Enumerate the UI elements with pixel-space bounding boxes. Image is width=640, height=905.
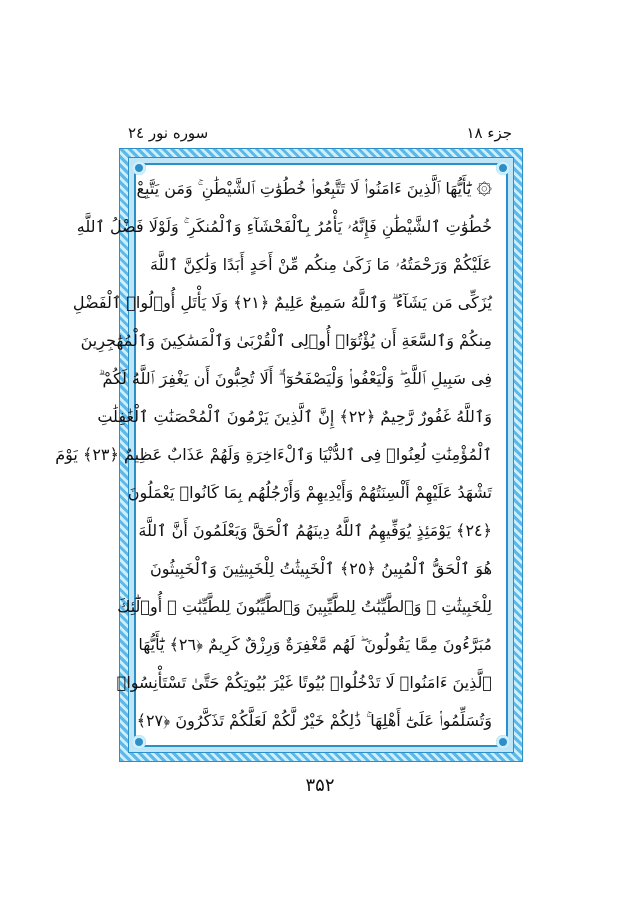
verse-line: ﴿٢٤﴾ يَوْمَئِذٍ يُوَفِّيهِمُ ٱللَّهُ دِينَهُمُ ٱلْحَقَّ وَيَعْلَمُونَ أَنَّ ٱللَّهَ — [138, 521, 492, 540]
verse-line: وَتُسَلِّمُوا۟ عَلَىٰٓ أَهْلِهَا ۚ ذَٰلِكُمْ خَيْرٌ لَّكُمْ لَعَلَّكُمْ تَذَكَّرُونَ ﴿٢٧﴾ — [136, 711, 492, 730]
surah-label: سوره نور ۲٤ — [128, 124, 209, 142]
verse-line: يُزَكِّى مَن يَشَآءُ ۗ وَٱللَّهُ سَمِيعٌ عَلِيمٌ ﴿٢١﴾ وَلَا يَأْتَلِ أُو۟لُوا۟ ٱلْفَضْلِ — [72, 293, 492, 312]
verse-line: تَشْهَدُ عَلَيْهِمْ أَلْسِنَتُهُمْ وَأَيْدِيهِمْ وَأَرْجُلُهُم بِمَا كَانُوا۟ يَعْمَلُونَ — [127, 483, 492, 502]
decorative-page-frame — [55, 148, 523, 762]
corner-ornament-icon — [496, 735, 510, 749]
corner-ornament-icon — [496, 161, 510, 175]
page-number: ۳۵۲ — [305, 775, 335, 796]
verse-line: وَٱللَّهُ غَفُورٌ رَّحِيمٌ ﴿٢٢﴾ إِنَّ ٱلَّذِينَ يَرْمُونَ ٱلْمُحْصَنَٰتِ ٱلْغَٰفِلَٰتِ — [97, 407, 492, 426]
verse-line: مُبَرَّءُونَ مِمَّا يَقُولُونَ ۖ لَهُم مَّغْفِرَةٌ وَرِزْقٌ كَرِيمٌ ﴿٢٦﴾ يَٰٓأَيُّهَا — [138, 635, 492, 654]
verse-line: خُطُوَٰتِ ٱلشَّيْطَٰنِ فَإِنَّهُۥ يَأْمُرُ بِٱلْفَحْشَآءِ وَٱلْمُنكَرِ ۚ وَلَوْلَا فَضْلُ ٱللَّهِ — [76, 217, 492, 236]
verse-line: ٱلْمُؤْمِنَٰتِ لُعِنُوا۟ فِى ٱلدُّنْيَا وَٱلْءَاخِرَةِ وَلَهُمْ عَذَابٌ عَظِيمٌ ﴿٢٣﴾ يَوْمَ — [55, 445, 492, 464]
verse-line: ٱلَّذِينَ ءَامَنُوا۟ لَا تَدْخُلُوا۟ بُيُوتًا غَيْرَ بُيُوتِكُمْ حَتَّىٰ تَسْتَأْنِسُوا۟ — [116, 673, 492, 692]
verse-line: هُوَ ٱلْحَقُّ ٱلْمُبِينُ ﴿٢٥﴾ ٱلْخَبِيثَٰتُ لِلْخَبِيثِينَ وَٱلْخَبِيثُونَ — [150, 559, 493, 578]
frame-band — [55, 157, 514, 753]
verse-text-block — [55, 171, 493, 739]
juz-label: جزء ۱۸ — [466, 124, 512, 142]
verse-line: مِنكُمْ وَٱلسَّعَةِ أَن يُؤْتُوٓا۟ أُو۟لِى ٱلْقُرْبَىٰ وَٱلْمَسَٰكِينَ وَٱلْمُهَٰجِرِينَ — [80, 331, 492, 350]
text-panel — [55, 163, 508, 747]
page-header — [128, 122, 512, 144]
verse-line: عَلَيْكُمْ وَرَحْمَتُهُۥ مَا زَكَىٰ مِنكُم مِّنْ أَحَدٍ أَبَدًا وَلَٰكِنَّ ٱللَّهَ — [150, 255, 492, 274]
verse-line: ۞ يَٰٓأَيُّهَا ٱلَّذِينَ ءَامَنُوا۟ لَا تَتَّبِعُوا۟ خُطُوَٰتِ ٱلشَّيْطَٰنِ ۚ وَمَن يَتَّبِعْ — [136, 179, 492, 198]
verse-line: لِلْخَبِيثَٰتِ ۖ وَٱلطَّيِّبَٰتُ لِلطَّيِّبِينَ وَٱلطَّيِّبُونَ لِلطَّيِّبَٰتِ ۚ أُو۟لَٰٓئِكَ — [117, 597, 492, 616]
verse-line: فِى سَبِيلِ ٱللَّهِ ۖ وَلْيَعْفُوا۟ وَلْيَصْفَحُوٓا۟ ۗ أَلَا تُحِبُّونَ أَن يَغْفِرَ ٱللَّهُ لَكُمْ ۗ — [98, 369, 492, 388]
